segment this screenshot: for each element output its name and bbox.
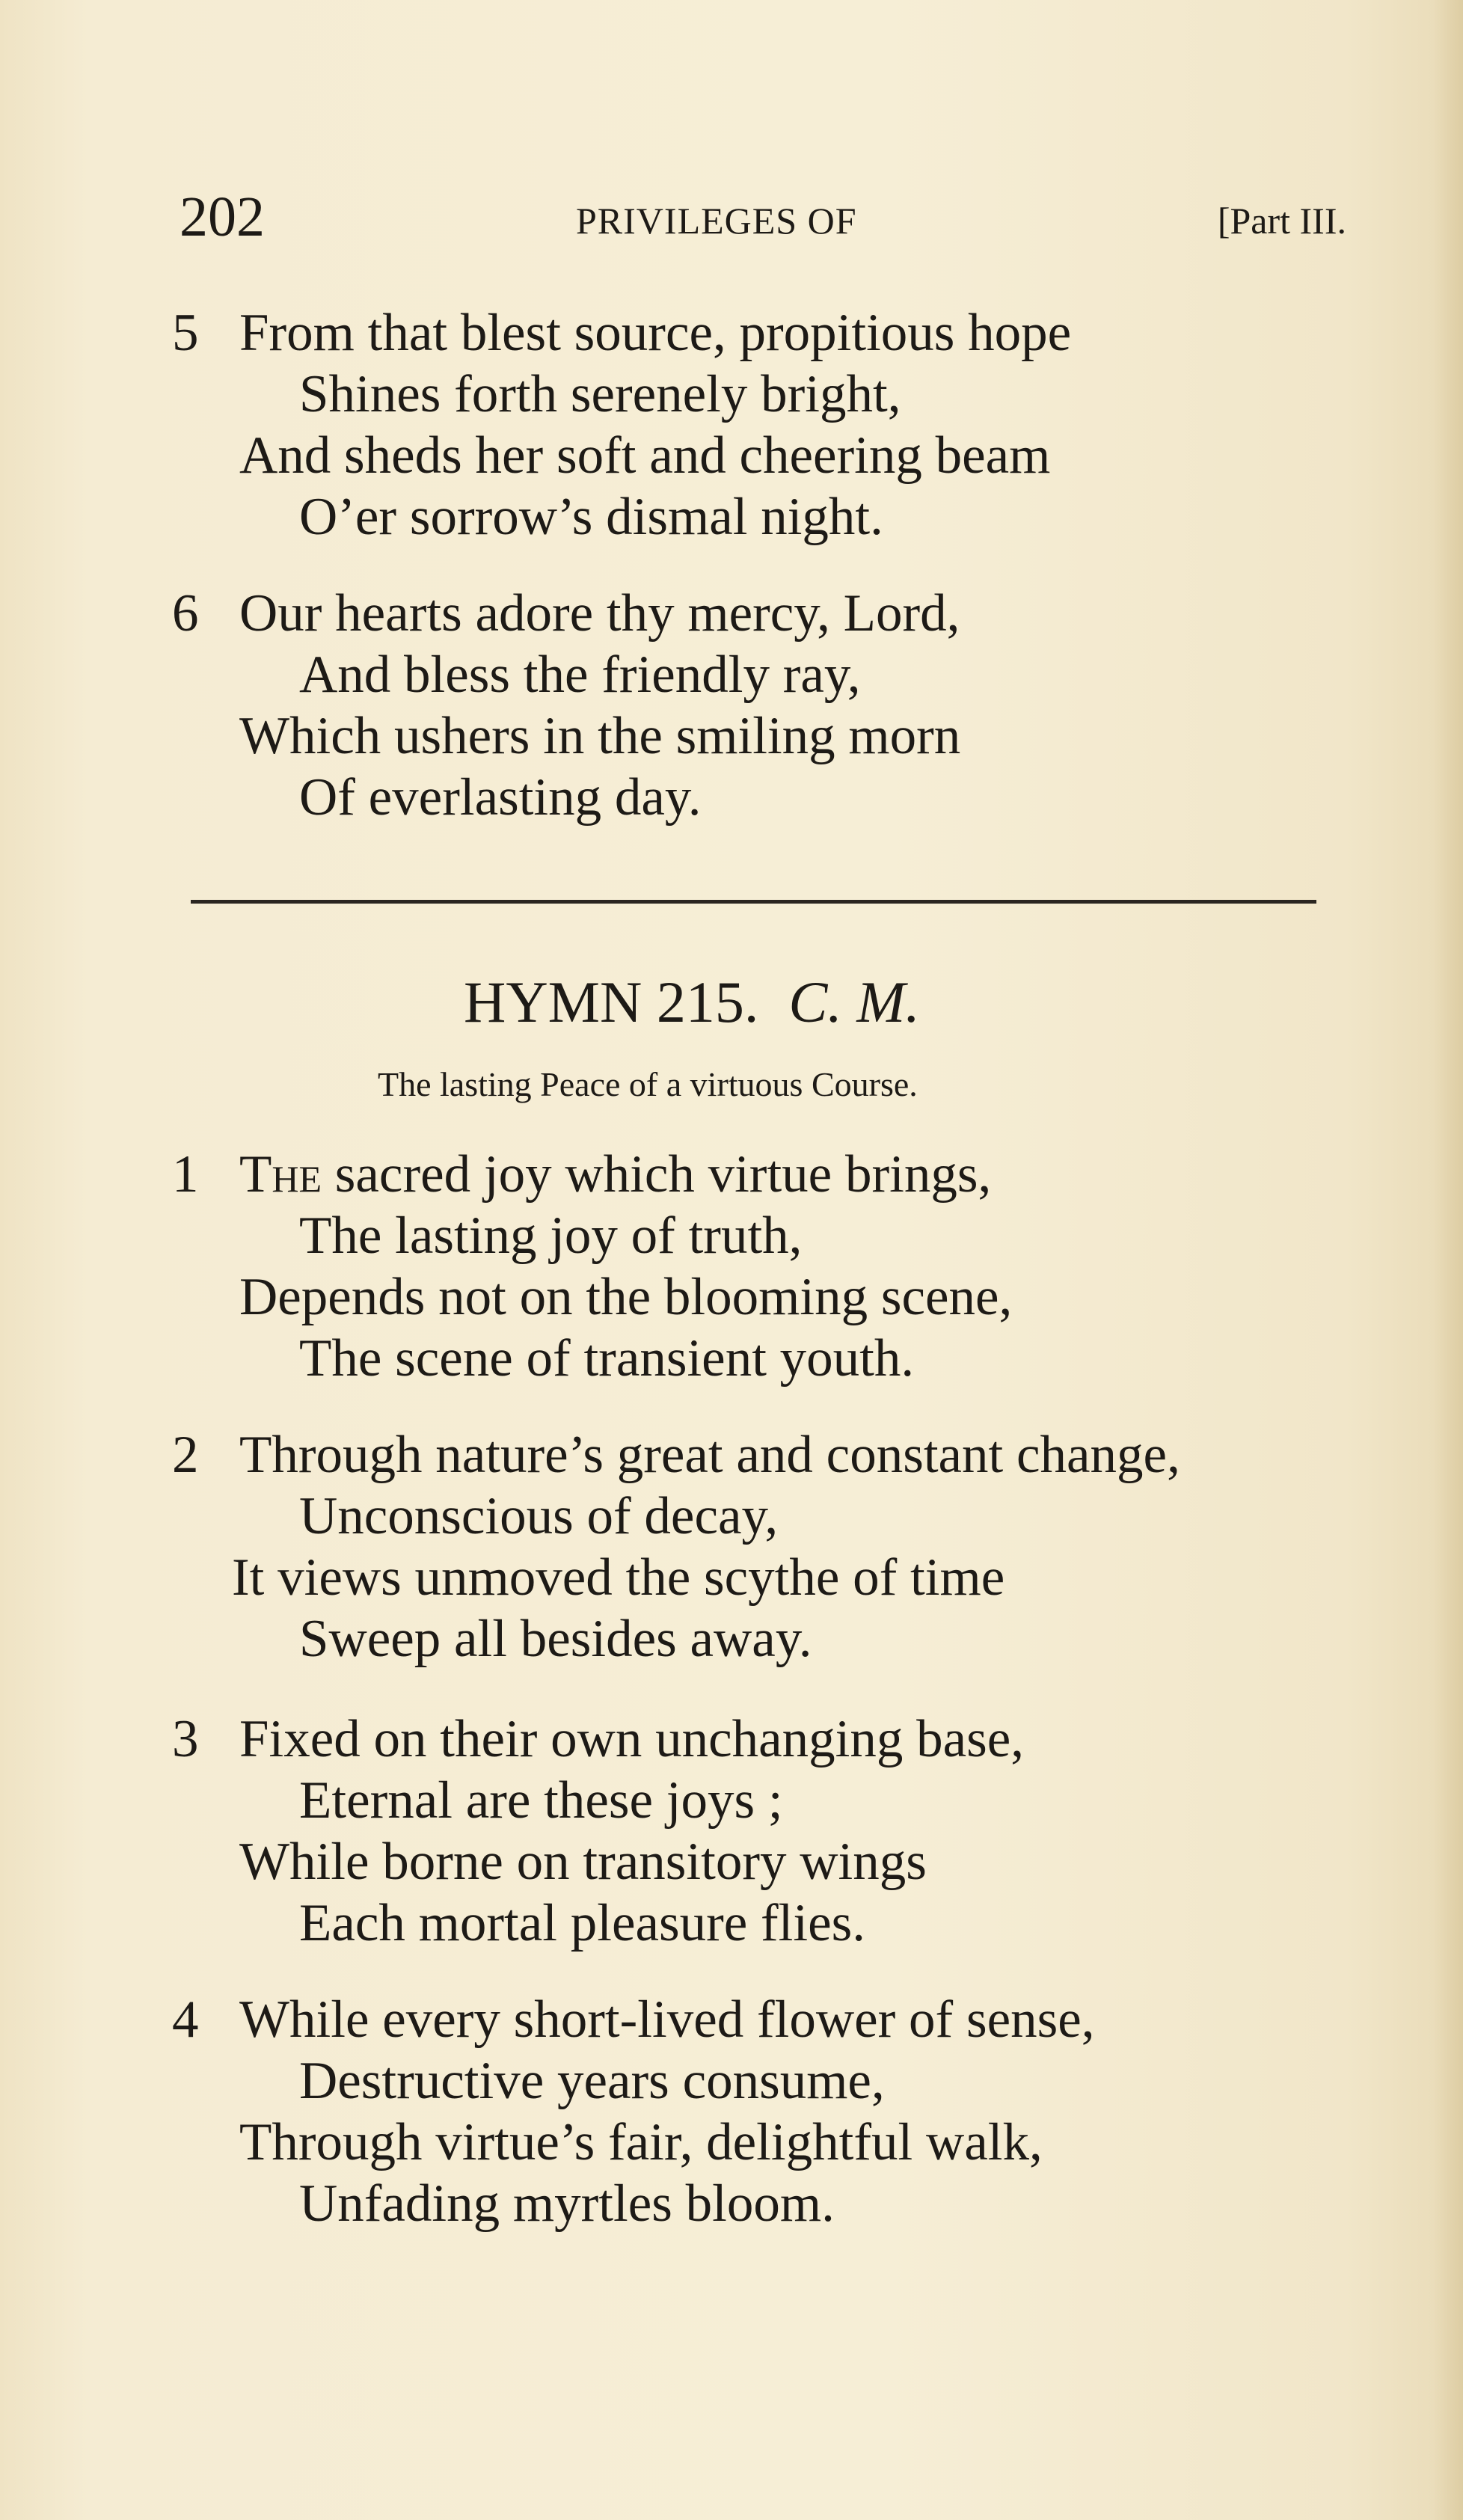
verse-line: Fixed on their own unchanging base,	[239, 1710, 1025, 1768]
verse-line: Through nature’s great and constant change,	[239, 1426, 1180, 1484]
verse-line: Unfading myrtles bloom.	[299, 2174, 835, 2233]
hymn-subtitle: The lasting Peace of a virtuous Course.	[378, 1065, 918, 1103]
verse-line: Which ushers in the smiling morn	[239, 707, 961, 765]
verse-line: Unconscious of decay,	[299, 1487, 779, 1545]
page-number: 202	[180, 186, 265, 248]
verse-line: Sweep all besides away.	[299, 1610, 812, 1668]
verse-line: The scene of transient youth.	[299, 1329, 915, 1388]
stanza-number: 4	[172, 1990, 199, 2049]
stanza-number: 1	[172, 1145, 199, 1204]
stanza-number: 6	[172, 584, 199, 643]
verse-line: Depends not on the blooming scene,	[239, 1268, 1013, 1326]
verse-line: Shines forth serenely bright,	[299, 365, 901, 423]
verse-line: While every short-lived flower of sense,	[239, 1990, 1095, 2049]
verse-line: And sheds her soft and cheering beam	[239, 426, 1051, 485]
stanza-number: 5	[172, 304, 199, 362]
running-title: PRIVILEGES OF	[576, 200, 857, 242]
hymn-meter: C. M.	[788, 969, 920, 1034]
verse-line: Destructive years consume,	[299, 2052, 885, 2110]
verse-line-rest: sacred joy which virtue brings,	[322, 1145, 992, 1204]
verse-line: While borne on transitory wings	[239, 1833, 927, 1891]
verse-line: From that blest source, propitious hope	[239, 304, 1072, 362]
verse-line: The lasting joy of truth,	[299, 1207, 803, 1265]
verse-line: Each mortal pleasure flies.	[299, 1894, 866, 1952]
verse-line: Through virtue’s fair, delightful walk,	[239, 2113, 1043, 2171]
stanza-number: 3	[172, 1710, 199, 1768]
verse-line: O’er sorrow’s dismal night.	[299, 488, 883, 546]
page-edge-shadow	[1433, 0, 1463, 2520]
verse-line: Eternal are these joys ;	[299, 1771, 783, 1830]
first-word: The	[239, 1145, 322, 1204]
verse-line: It views unmoved the scythe of time	[232, 1548, 1005, 1607]
hymn-title	[464, 969, 920, 1036]
verse-line: Our hearts adore thy mercy, Lord,	[239, 584, 960, 643]
part-label: [Part III.	[1217, 200, 1346, 242]
page-header	[180, 187, 1346, 247]
verse-line: Of everlasting day.	[299, 768, 702, 827]
hymn-number: HYMN 215.	[464, 969, 759, 1034]
verse-line	[239, 1144, 991, 1204]
stanza-number: 2	[172, 1426, 199, 1484]
verse-line: And bless the friendly ray,	[299, 646, 861, 704]
section-divider	[191, 900, 1316, 904]
